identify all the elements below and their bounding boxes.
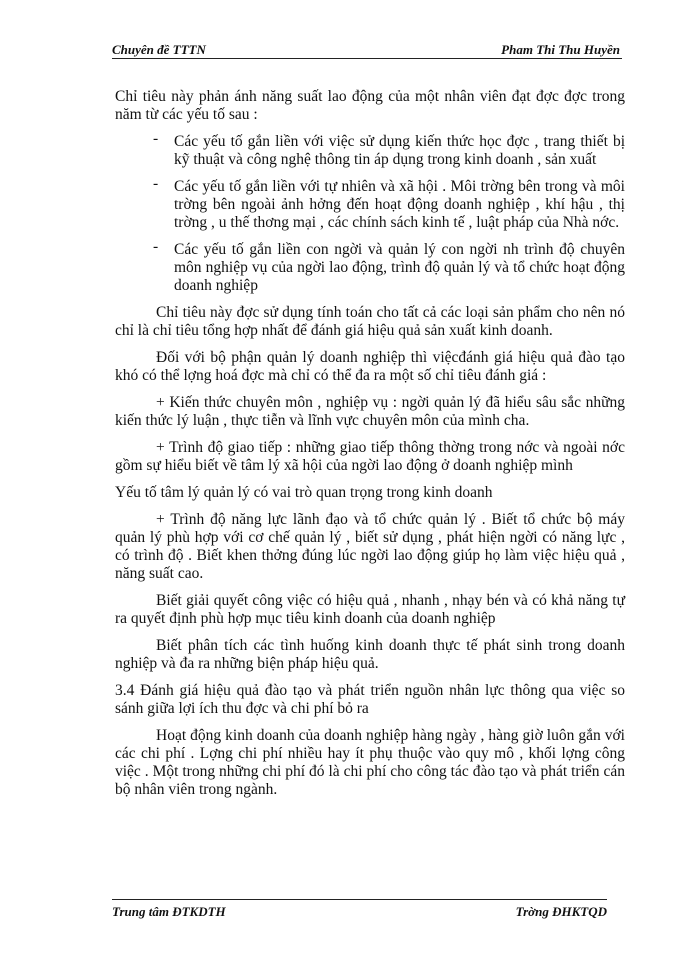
footer-left: Trung tâm ĐTKDTH — [112, 904, 226, 919]
bullet-marker: - — [153, 175, 159, 192]
paragraph: Yếu tố tâm lý quản lý có vai trò quan trọng trong kinh doanh — [115, 484, 493, 501]
bullet-text: Các yếu tố gắn liền với tự nhiên và xã hội . Môi trờng bên trong và môi trờng bên ngoài ảnh hởng đến hoạt động doanh nghiệp , khí hậu , thị trờng , u thế thơng mại , các chính sách kinh tế , luật pháp của Nhà nớc. — [174, 178, 625, 231]
bullet-text: Các yếu tố gắn liền con ngời và quản lý con ngời nh trình độ chuyên môn nghiệp vụ của ngời lao động, trình độ quản lý và tổ chức hoạt động doanh nghiệp — [174, 241, 625, 294]
footer-right: Trờng ĐHKTQD — [515, 904, 607, 919]
bullet-text: Các yếu tố gắn liền với việc sử dụng kiến thức học đợc , trang thiết bị kỹ thuật và công nghệ thông tin áp dụng trong kinh doanh , sản xuất — [174, 133, 625, 168]
bullet-item — [115, 130, 625, 169]
page-footer — [112, 899, 607, 920]
paragraph: Biết phân tích các tình huống kinh doanh thực tế phát sinh trong doanh nghiệp và đa ra những biện pháp hiệu quả. — [115, 637, 625, 672]
bullet-marker: - — [153, 238, 159, 255]
header-right: Pham Thi Thu Huyền — [501, 42, 620, 57]
section-heading: 3.4 Đánh giá hiệu quả đào tạo và phát triển nguồn nhân lực thông qua việc so sánh giữa lợi ích thu đợc và chi phí bỏ ra — [115, 682, 625, 717]
paragraph: Chỉ tiêu này đợc sử dụng tính toán cho tất cả các loại sản phẩm cho nên nó chỉ là chỉ tiêu tổng hợp nhất để đánh giá hiệu quả sản xuất kinh doanh. — [115, 304, 625, 339]
bullet-item — [115, 238, 625, 295]
paragraph: Hoạt động kinh doanh của doanh nghiệp hàng ngày , hàng giờ luôn gắn với các chi phí . Lợng chi phí nhiều hay ít phụ thuộc vào quy mô , khối lợng công việc . Một trong những chi phí đó là chi phí cho công tác đào tạo và phát triển cán bộ nhân viên trong ngành. — [115, 727, 625, 798]
paragraph: + Trình độ năng lực lãnh đạo và tổ chức quản lý . Biết tổ chức bộ máy quản lý phù hợp với cơ chế quản lý , biết sử dụng , phát hiện ngời có năng lực , có trình độ . Biết khen thởng đúng lúc ngời lao động giúp họ làm việc hiệu quả , năng suất cao. — [115, 511, 625, 582]
paragraph: Chỉ tiêu này phản ánh năng suất lao động của một nhân viên đạt đợc đợc trong năm từ các yếu tố sau : — [115, 88, 625, 123]
header-left: Chuyên đề TTTN — [112, 42, 206, 57]
bullet-item — [115, 175, 625, 232]
paragraph: + Trình độ giao tiếp : những giao tiếp thông thờng trong nớc và ngoài nớc gồm sự hiểu biết về tâm lý xã hội của ngời lao động ở doanh nghiệp mình — [115, 439, 625, 474]
bullet-marker: - — [153, 130, 159, 147]
document-body — [115, 88, 625, 808]
page-header — [112, 42, 622, 59]
paragraph: + Kiến thức chuyên môn , nghiệp vụ : ngời quản lý đã hiểu sâu sắc những kiến thức lý luận , thực tiễn và lĩnh vực chuyên môn của mình cha. — [115, 394, 625, 429]
paragraph: Đối với bộ phận quản lý doanh nghiệp thì việcđánh giá hiệu quả đào tạo khó có thể lợng hoá đợc mà chỉ có thể đa ra một số chỉ tiêu đánh giá : — [115, 349, 625, 384]
paragraph: Biết giải quyết công việc có hiệu quả , nhanh , nhạy bén và có khả năng tự ra quyết định phù hợp mục tiêu kinh doanh của doanh nghiệp — [115, 592, 625, 627]
